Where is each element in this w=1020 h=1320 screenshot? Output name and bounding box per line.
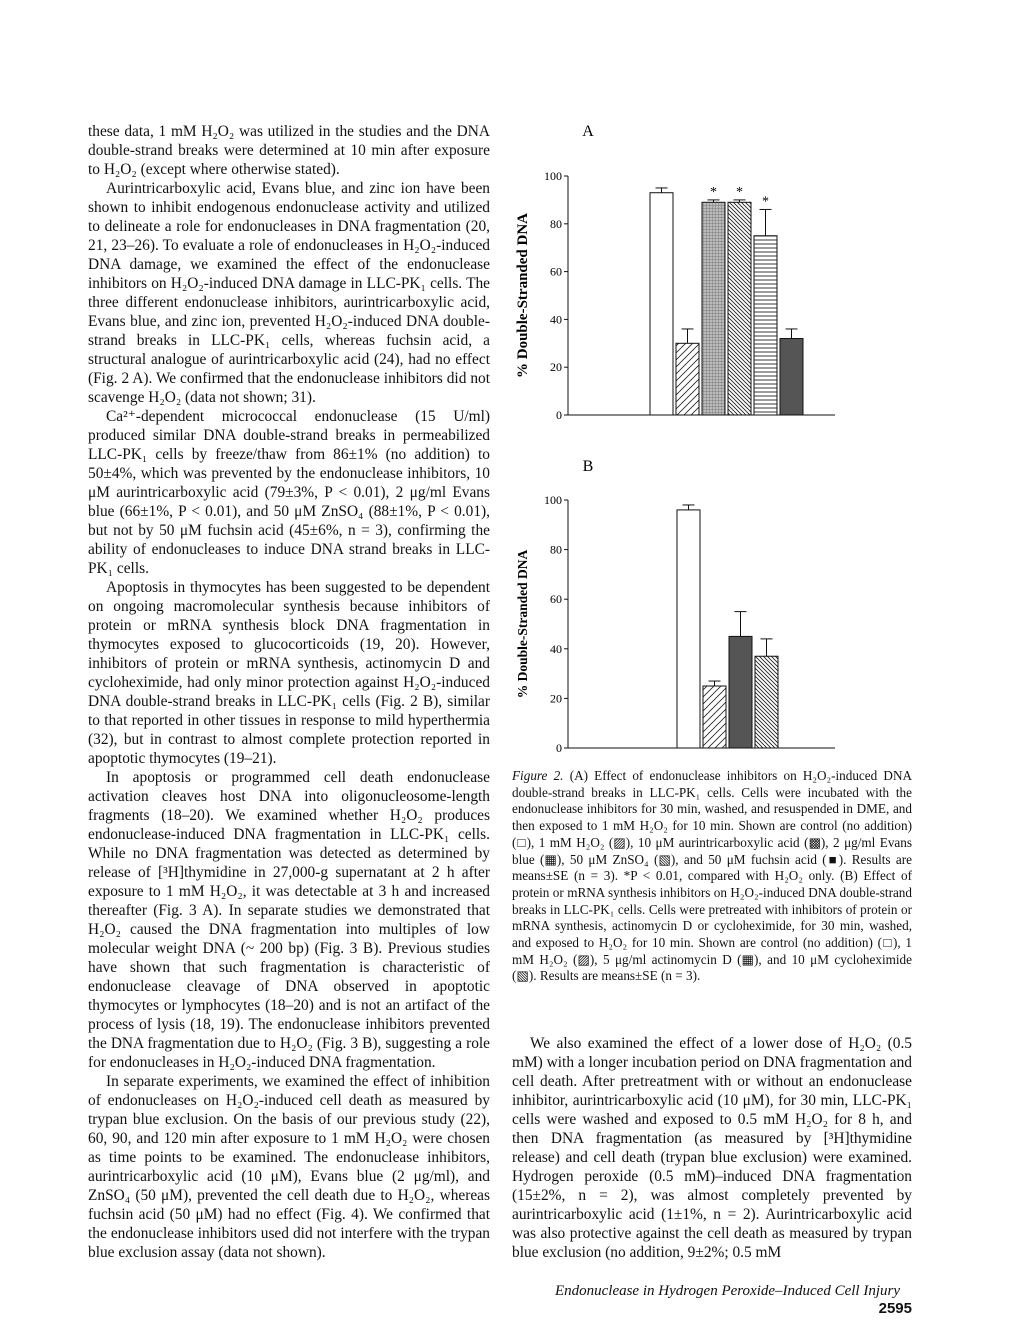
bar [702,202,725,415]
paragraph: In separate experiments, we examined the effect of inhibition of endonucleases on H₂O₂-induced cell death as measured by trypan blue exclusion. On the basis of our previous study (22), 60, 90, and 120 min after exposure to 1 mM H₂O₂ were chosen as time points to be examined. The endonuclease inhibitors, aurintricarboxylic acid (10 μM), Evans blue (2 μg/ml), and ZnSO₄ (50 μM), prevented the cell death due to H₂O₂, whereas fuchsin acid (50 μM) had no effect (Fig. 4). We confirmed that the endonuclease inhibitors used did not interfere with the trypan blue exclusion assay (data not shown). [88,1073,490,1261]
figure-2 [505,118,915,758]
bar [754,236,777,415]
y-tick-label: 0 [556,408,562,422]
bar [728,202,751,415]
y-tick-label: 60 [550,592,562,607]
bar [703,686,726,748]
paragraph: Apoptosis in thymocytes has been suggested to be dependent on ongoing macromolecular synthesis because inhibitors of protein or mRNA synthesis block DNA fragmentation in thymocytes exposed to glucocorticoids (19, 20). However, inhibitors of protein or mRNA synthesis, actinomycin D and cycloheximide, had only minor protection against H₂O₂-induced DNA double-strand breaks in LLC-PK₁ cells (Fig. 2 B), similar to that reported in other tissues in response to mild hyperthermia (32), but in contrast to almost complete protection reported in apoptotic thymocytes (19–21). [88,579,490,767]
left-column [88,122,490,1262]
y-tick-label: 100 [544,169,562,183]
running-title: Endonuclease in Hydrogen Peroxide–Induced Cell Injury [554,1283,900,1299]
page-footer [520,1283,912,1318]
paragraph: these data, 1 mM H₂O₂ was utilized in the studies and the DNA double-strand breaks were determined at 10 min after exposure to H₂O₂ (except where otherwise stated). [88,123,490,178]
significance-marker: * [762,194,769,210]
caption-lead: Figure 2. [512,768,564,783]
panel-label: A [582,123,594,140]
y-tick-label: 20 [550,691,562,706]
bar [755,656,778,748]
paragraph: In apoptosis or programmed cell death endonuclease activation cleaves host DNA into oligonucleosome-length fragments (18–20). We examined whether H₂O₂ produces endonuclease-induced DNA fragmentation in LLC-PK₁ cells. While no DNA fragmentation was detected as determined by release of [³H]thymidine in 27,000-g supernatant at 2 h after exposure to 1 mM H₂O₂, it was detectable at 3 h and increased thereafter (Fig. 3 A). In separate studies we demonstrated that H₂O₂ caused the DNA fragmentation into multiples of low molecular weight DNA (~ 200 bp) (Fig. 3 B). Previous studies have shown that such fragmentation is characteristic of endonuclease cleavage of DNA observed in apoptotic thymocytes or lymphocytes (18–20) and is not an artifact of the process of lysis (18, 19). The endonuclease inhibitors prevented the DNA fragmentation due to H₂O₂ (Fig. 3 B), suggesting a role for endonucleases in H₂O₂-induced DNA fragmentation. [88,769,490,1071]
bar [729,636,752,748]
y-tick-label: 60 [550,264,562,279]
paragraph: Ca²⁺-dependent micrococcal endonuclease (15 U/ml) produced similar DNA double-strand breaks in permeabilized LLC-PK₁ cells by freeze/thaw from 86±1% (no addition) to 50±4%, which was prevented by the endonuclease inhibitors, 10 μM aurintricarboxylic acid (79±3%, P < 0.01), 2 μg/ml Evans blue (66±1%, P < 0.01), and 50 μM ZnSO₄ (88±1%, P < 0.01), but not by 50 μM fuchsin acid (45±6%, n = 3), confirming the ability of endonucleases to induce DNA strand breaks in LLC-PK₁ cells. [88,408,490,577]
page-number: 2595 [878,1300,912,1317]
y-tick-label: 80 [550,216,562,231]
panel-label: B [582,458,594,475]
y-axis-label: % Double-Stranded DNA [515,212,531,379]
bar [780,339,803,415]
bar [676,343,699,415]
y-tick-label: 100 [544,493,562,507]
y-tick-label: 40 [550,641,562,656]
y-axis-label: % Double-Stranded DNA [515,549,530,699]
paragraph: Aurintricarboxylic acid, Evans blue, and zinc ion have been shown to inhibit endogenous endonuclease activity and utilized to delineate a role for endonucleases in DNA fragmentation (20, 21, 23–26). To evaluate a role of endonucleases in H₂O₂-induced DNA damage, we examined the effect of the endonuclease inhibitors on H₂O₂-induced DNA damage in LLC-PK₁ cells. The three different endonuclease inhibitors, aurintricarboxylic acid, Evans blue, and zinc ion, prevented H₂O₂-induced DNA double-strand breaks in LLC-PK₁ cells, whereas fuchsin acid, a structural analogue of aurintricarboxylic acid (24), had no effect (Fig. 2 A). We confirmed that the endonuclease inhibitors did not scavenge H₂O₂ (data not shown; 31). [88,180,490,406]
figure-caption [512,768,912,985]
right-column [512,1034,912,1262]
y-tick-label: 80 [550,542,562,557]
y-tick-label: 20 [550,360,562,375]
paragraph: We also examined the effect of a lower dose of H₂O₂ (0.5 mM) with a longer incubation period on DNA fragmentation and cell death. After pretreatment with or without an endonuclease inhibitor, aurintricarboxylic acid (10 μM), for 30 min, LLC-PK₁ cells were washed and exposed to 0.5 mM H₂O₂ for 8 h, and then DNA fragmentation (as measured by [³H]thymidine release) and cell death (trypan blue exclusion) were examined. Hydrogen peroxide (0.5 mM)–induced DNA fragmentation (15±2%, n = 2), was almost completely prevented by aurintricarboxylic acid (1±1%, n = 2). Aurintricarboxylic acid was also protective against the cell death as measured by trypan blue exclusion (no addition, 9±2%; 0.5 mM [512,1035,912,1261]
y-tick-label: 40 [550,312,562,327]
y-tick-label: 0 [556,741,562,755]
caption-text: (A) Effect of endonuclease inhibitors on H₂O₂-induced DNA double-strand breaks in LLC-PK₁ cells. Cells were incubated with the endonuclease inhibitors for 30 min, washed, and resuspended in DME, and then exposed to 1 mM H₂O₂ for 10 min. Shown are control (no addition) (□), 1 mM H₂O₂ (▨), 10 μM aurintricarboxylic acid (▩), 2 μg/ml Evans blue (▦), 50 μM ZnSO₄ (▧), and 50 μM fuchsin acid (■). Results are means±SE (n = 3). *P < 0.01, compared with H₂O₂ only. (B) Effect of protein or mRNA synthesis inhibitors on H₂O₂-induced DNA double-strand breaks in LLC-PK₁ cells. Cells were pretreated with inhibitors of protein or mRNA synthesis, actinomycin D or cycloheximide, for 30 min, washed, and exposed to H₂O₂ for 10 min. Shown are control (no addition) (□), 1 mM H₂O₂ (▨), 5 μg/ml actinomycin D (▦), and 10 μM cycloheximide (▧). Results are means±SE (n = 3). [512,768,912,984]
significance-marker: * [736,184,743,200]
significance-marker: * [710,184,717,200]
bar [677,510,700,748]
figure-2-charts [505,118,915,758]
bar [650,193,673,415]
